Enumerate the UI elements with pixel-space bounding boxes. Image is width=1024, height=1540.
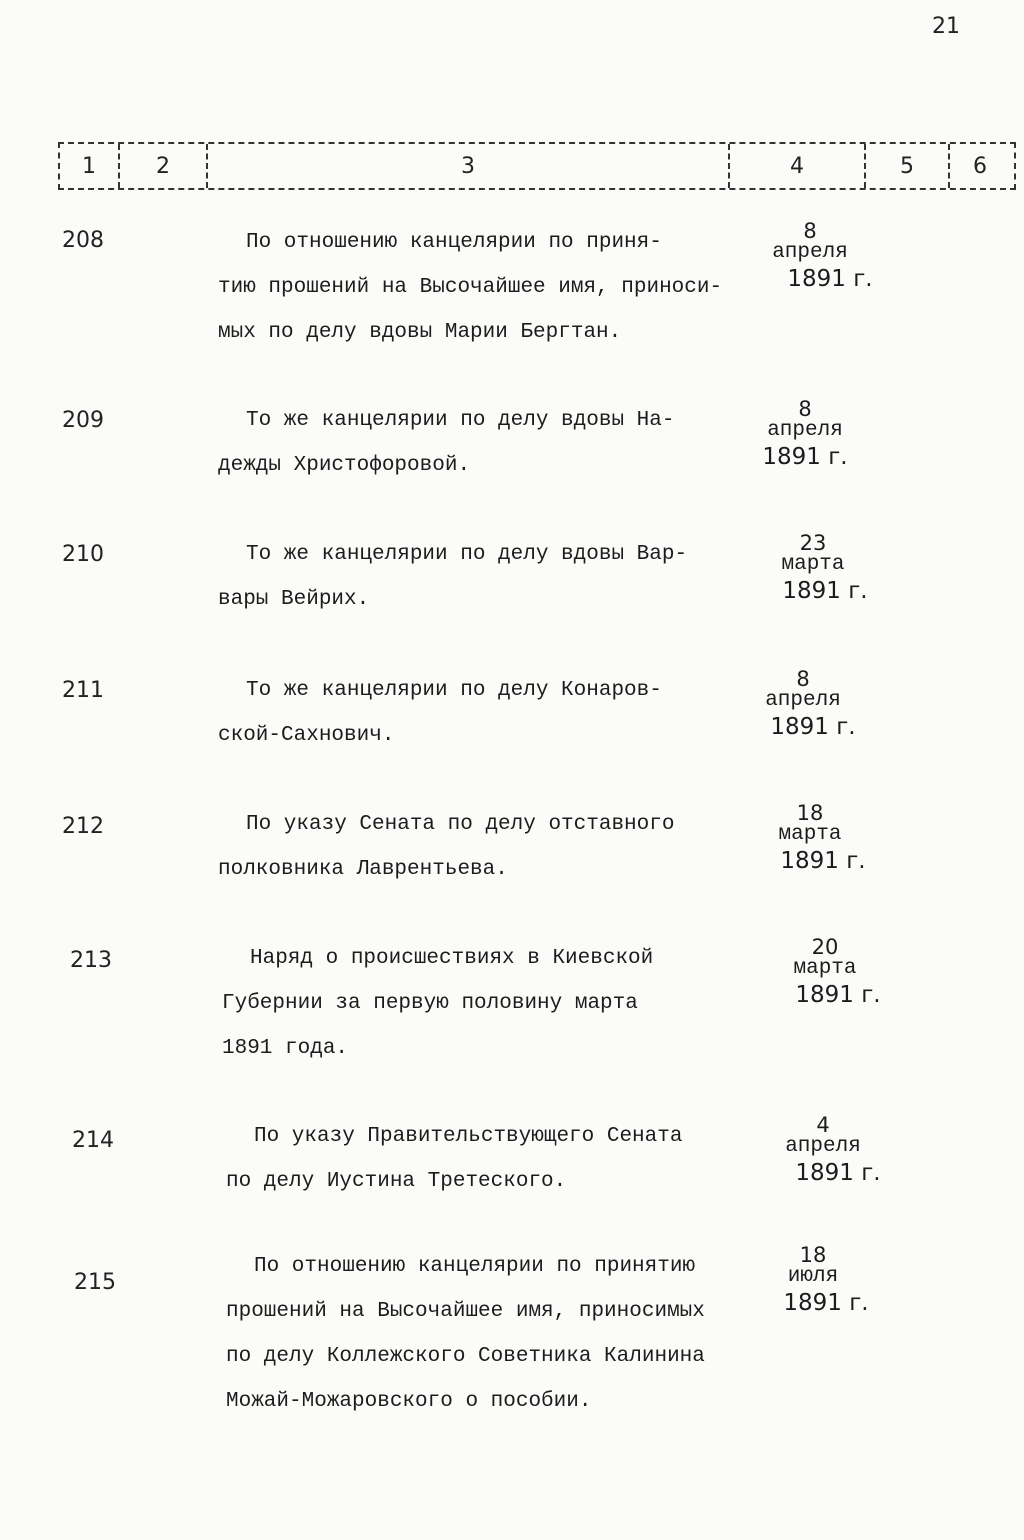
date-month: марта [793,957,857,980]
description-line: То же канцелярии по делу вдовы На- [246,409,675,432]
date-year: 1891 г. [795,982,881,1008]
description-line: По отношению канцелярии по принятию [254,1255,696,1278]
date-month: марта [781,553,845,576]
description-line: мых по делу вдовы Марии Бергтан. [218,321,622,344]
entry-number: 210 [62,542,104,567]
date-month: марта [778,823,842,846]
entry-description [218,532,778,622]
description-line: Губернии за первую половину марта [222,992,638,1015]
column-header-3: 3 [461,153,475,179]
description-line: 1891 года. [222,1037,349,1060]
entry-date [738,1244,888,1314]
date-year: 1891 г. [780,848,866,874]
description-line: вары Вейрих. [218,588,370,611]
date-day: 8 [803,219,817,243]
entry-number: 212 [62,814,104,839]
description-line: полковника Лаврентьева. [218,858,508,881]
date-year: 1891 г. [787,266,873,292]
entry-number: 211 [62,678,104,703]
entry-number: 208 [62,228,104,253]
entry-number: 215 [74,1270,116,1295]
date-day: 8 [796,667,810,691]
entry-description [218,220,778,355]
entry-number: 213 [70,948,112,973]
entry-description [226,1114,786,1204]
entry-number: 209 [62,408,104,433]
date-month: апреля [772,241,848,264]
date-day: 4 [816,1113,830,1137]
description-line: Можай-Можаровского о пособии. [226,1390,592,1413]
entry-date [750,936,900,1006]
date-month: апреля [765,689,841,712]
column-header-2: 2 [156,153,170,179]
column-header-4: 4 [790,153,804,179]
column-header-5: 5 [900,153,914,179]
date-year: 1891 г. [770,714,856,740]
date-month: июля [787,1265,839,1288]
page-number: 21 [932,14,960,39]
date-day: 8 [798,397,812,421]
entry-description [218,668,778,758]
entry-description [226,1244,786,1424]
description-line: ской-Сахнович. [218,724,395,747]
description-line: То же канцелярии по делу Конаров- [246,679,662,702]
entry-description [218,802,778,892]
column-header-1: 1 [82,153,96,179]
description-line: по делу Коллежского Советника Калинина [226,1345,705,1368]
entry-date [748,1114,898,1184]
description-line: дежды Христофоровой. [218,454,471,477]
entry-date [735,220,885,290]
date-day: 18 [799,1243,827,1267]
entry-number: 214 [72,1128,114,1153]
description-line: Наряд о происшествиях в Киевской [250,947,654,970]
date-day: 20 [811,935,839,959]
date-year: 1891 г. [782,578,868,604]
date-year: 1891 г. [762,444,848,470]
description-line: По отношению канцелярии по приня- [246,231,662,254]
description-line: тию прошений на Высочайшее имя, приноси- [218,276,723,299]
entry-date [738,532,888,602]
date-day: 18 [796,801,824,825]
date-year: 1891 г. [795,1160,881,1186]
description-line: То же канцелярии по делу вдовы Вар- [246,543,688,566]
date-day: 23 [799,531,827,555]
entry-description [218,398,778,488]
entry-date [735,802,885,872]
date-year: 1891 г. [783,1290,869,1316]
entry-description [222,936,782,1071]
date-month: апреля [785,1135,861,1158]
description-line: прошений на Высочайшее имя, приносимых [226,1300,705,1323]
description-line: По указу Сената по делу отставного [246,813,675,836]
description-line: по делу Иустина Третеского. [226,1170,567,1193]
date-month: апреля [767,419,843,442]
description-line: По указу Правительствующего Сената [254,1125,683,1148]
entry-date [730,398,880,468]
column-header-6: 6 [973,153,987,179]
entry-date [728,668,878,738]
